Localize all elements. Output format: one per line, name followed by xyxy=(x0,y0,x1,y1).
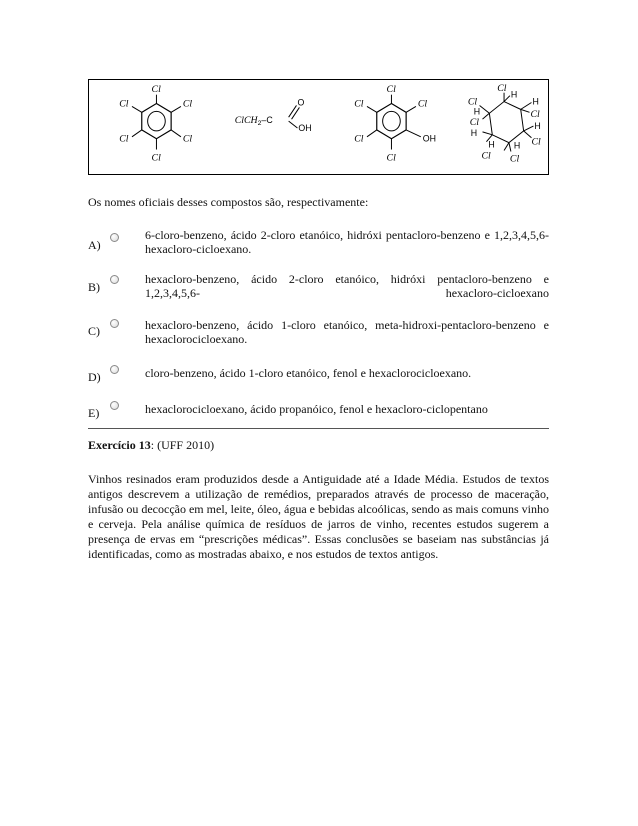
s1-cl-right-bottom: Cl xyxy=(182,133,193,145)
option-text: hexacloro-benzeno, ácido 2-cloro etanóico, hidróxi pentacloro-benzeno e 1,2,3,4,5,6- hexacloro-cicloexano xyxy=(145,272,549,300)
question-intro: Os nomes oficiais desses compostos são, respectivamente: xyxy=(88,195,369,209)
s4-cl-4: Cl xyxy=(509,153,520,165)
option-a-radio[interactable] xyxy=(110,233,119,242)
option-text: hexacloro-benzeno, ácido 1-cloro etanóico, meta-hidroxi-pentacloro-benzeno e hexaclorocicloexano. xyxy=(145,318,549,346)
s4-cl-1: Cl xyxy=(497,82,507,94)
s3-hydroxyl: OH xyxy=(422,133,436,144)
s4-h-7: H xyxy=(473,106,481,117)
structures-svg xyxy=(89,80,548,174)
s1-cl-left-bottom: Cl xyxy=(119,133,129,145)
s1-cl-left-top: Cl xyxy=(119,98,129,110)
option-c-radio[interactable] xyxy=(110,319,119,328)
s3-cl-left-top: Cl xyxy=(354,98,364,110)
option-letter: D) xyxy=(88,370,101,384)
section-divider xyxy=(88,428,549,429)
option-b-radio[interactable] xyxy=(110,275,119,284)
option-text: cloro-benzeno, ácido 1-cloro etanóico, fenol e hexaclorocicloexano. xyxy=(145,366,472,380)
exercise-source: : (UFF 2010) xyxy=(150,438,215,452)
hexachlorobenzene-structure xyxy=(132,95,181,150)
s4-cl-3: Cl xyxy=(531,136,541,148)
s4-h-3: H xyxy=(534,120,541,131)
exercise-paragraph: Vinhos resinados eram produzidos desde a Antiguidade até a Idade Média. Estudos de textos antigos descrevem a utilização de remédios, preparados através de processo de maceração, infusão ou decocção em mel, leite, óleo, água e bebidas alcoólicas, sendo as mais comuns vinho e cerveja. Pela análise química de resíduos de jarros de vinho, recentes estudos sugerem a presença de ervas em “prescrições médicas”. Essas conclusões se baseiam nas substâncias já identificadas, como as mostradas abaixo, e nos estudos de textos antigos. xyxy=(88,472,549,561)
s4-h-6: H xyxy=(470,127,478,138)
s1-cl-bottom: Cl xyxy=(151,152,161,164)
s3-cl-bottom: Cl xyxy=(386,152,396,164)
option-e-radio[interactable] xyxy=(110,401,119,410)
option-letter: E) xyxy=(88,406,100,420)
s3-cl-top: Cl xyxy=(386,83,396,95)
option-letter: A) xyxy=(88,238,101,252)
s2-oxygen: O xyxy=(297,97,305,108)
option-letter: C) xyxy=(88,324,100,338)
s1-cl-right-top: Cl xyxy=(182,98,193,110)
option-text: 6-cloro-benzeno, ácido 2-cloro etanóico, hidróxi pentacloro-benzeno e 1,2,3,4,5,6- hexacloro-cicloexano. xyxy=(145,228,549,256)
s4-h-1: H xyxy=(510,89,518,100)
chemical-structures-figure xyxy=(88,79,549,175)
option-text: hexaclorocicloexano, ácido propanóico, fenol e hexacloro-ciclopentano xyxy=(145,402,488,416)
s2-hydroxyl: OH xyxy=(298,122,312,133)
s4-cl-2: Cl xyxy=(530,109,540,121)
s4-cl-7: Cl xyxy=(467,96,478,108)
s2-formula: ClCH$_2$–C xyxy=(234,115,273,128)
option-d-radio[interactable] xyxy=(110,365,119,374)
option-b[interactable] xyxy=(88,272,549,302)
s4-h-5: H xyxy=(488,139,495,150)
s3-cl-left-bottom: Cl xyxy=(354,133,364,145)
s4-cl-5: Cl xyxy=(481,150,491,162)
option-e[interactable] xyxy=(88,398,549,422)
s3-cl-right: Cl xyxy=(417,98,428,110)
s1-cl-top: Cl xyxy=(151,83,161,95)
option-letter: B) xyxy=(88,280,100,294)
option-a[interactable] xyxy=(88,226,549,256)
pentachlorophenol-structure xyxy=(367,95,421,150)
exercise-label: Exercício 13 xyxy=(88,438,151,452)
s4-cl-6: Cl xyxy=(469,117,480,129)
exercise-heading xyxy=(88,438,214,453)
option-d[interactable] xyxy=(88,364,549,388)
option-c[interactable] xyxy=(88,318,549,348)
s4-h-4: H xyxy=(513,140,521,151)
s4-h-2: H xyxy=(532,96,539,107)
